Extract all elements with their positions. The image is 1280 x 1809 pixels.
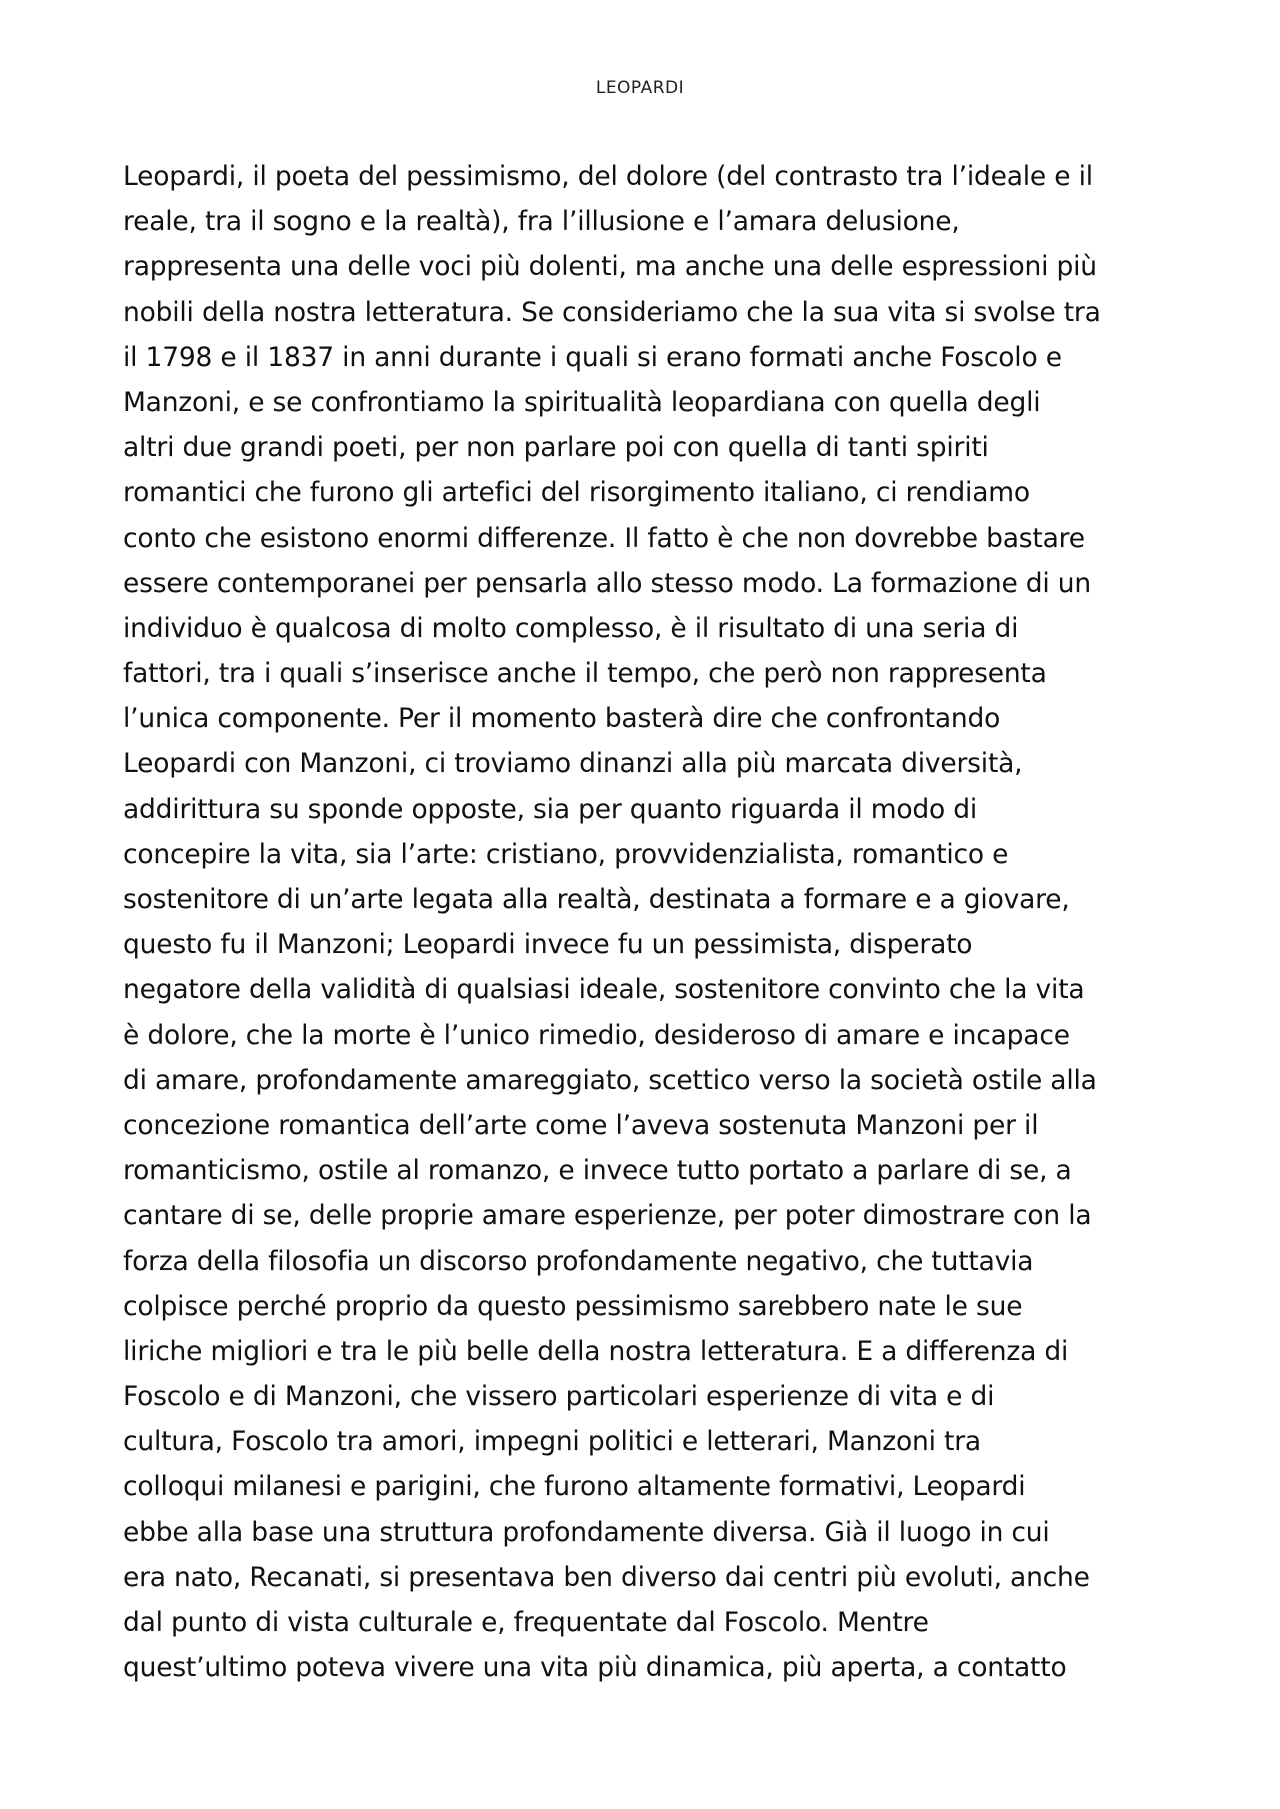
text-line: di amare, profondamente amareggiato, scettico verso la società ostile alla xyxy=(123,1064,1097,1096)
text-line: liriche migliori e tra le più belle della nostra letteratura. E a differenza di xyxy=(123,1335,1069,1367)
text-line: Leopardi con Manzoni, ci troviamo dinanzi alla più marcata diversità, xyxy=(123,748,1023,780)
page-header: LEOPARDI xyxy=(595,78,685,98)
text-line: romanticismo, ostile al romanzo, e invece tutto portato a parlare di se, a xyxy=(123,1155,1072,1187)
text-line: cantare di se, delle proprie amare esperienze, per poter dimostrare con la xyxy=(123,1200,1092,1232)
text-line: l’unica componente. Per il momento basterà dire che confrontando xyxy=(123,703,1001,735)
text-line: ebbe alla base una struttura profondamente diversa. Già il luogo in cui xyxy=(123,1516,1050,1548)
text-line: era nato, Recanati, si presentava ben diverso dai centri più evoluti, anche xyxy=(123,1561,1090,1593)
text-line: colloqui milanesi e parigini, che furono altamente formativi, Leopardi xyxy=(123,1471,1026,1503)
text-line: addirittura su sponde opposte, sia per quanto riguarda il modo di xyxy=(123,793,978,825)
text-line: reale, tra il sogno e la realtà), fra l’illusione e l’amara delusione, xyxy=(123,206,960,238)
text-line: individuo è qualcosa di molto complesso, è il risultato di una seria di xyxy=(123,612,1019,644)
text-line: altri due grandi poeti, per non parlare poi con quella di tanti spiriti xyxy=(123,432,989,464)
text-line: quest’ultimo poteva vivere una vita più dinamica, più aperta, a contatto xyxy=(123,1652,1067,1684)
text-line: questo fu il Manzoni; Leopardi invece fu un pessimista, disperato xyxy=(123,929,973,961)
text-line: romantici che furono gli artefici del risorgimento italiano, ci rendiamo xyxy=(123,477,1030,509)
text-line: Foscolo e di Manzoni, che vissero particolari esperienze di vita e di xyxy=(123,1381,995,1413)
text-line: concepire la vita, sia l’arte: cristiano, provvidenzialista, romantico e xyxy=(123,838,1009,870)
text-line: fattori, tra i quali s’inserisce anche il tempo, che però non rappresenta xyxy=(123,658,1047,690)
body-paragraph xyxy=(123,154,1183,1690)
text-line: concezione romantica dell’arte come l’aveva sostenuta Manzoni per il xyxy=(123,1109,1039,1141)
text-line: nobili della nostra letteratura. Se consideriamo che la sua vita si svolse tra xyxy=(123,296,1101,328)
text-line: conto che esistono enormi differenze. Il fatto è che non dovrebbe bastare xyxy=(123,522,1085,554)
text-line: forza della filosofia un discorso profondamente negativo, che tuttavia xyxy=(123,1245,1034,1277)
text-line: negatore della validità di qualsiasi ideale, sostenitore convinto che la vita xyxy=(123,974,1085,1006)
text-line: Leopardi, il poeta del pessimismo, del dolore (del contrasto tra l’ideale e il xyxy=(123,161,1093,192)
text-line: è dolore, che la morte è l’unico rimedio, desideroso di amare e incapace xyxy=(123,1019,1070,1051)
text-line: sostenitore di un’arte legata alla realtà, destinata a formare e a giovare, xyxy=(123,884,1070,915)
text-line: colpisce perché proprio da questo pessimismo sarebbero nate le sue xyxy=(123,1290,1023,1322)
text-line: il 1798 e il 1837 in anni durante i quali si erano formati anche Foscolo e xyxy=(123,341,1062,373)
text-line: cultura, Foscolo tra amori, impegni politici e letterari, Manzoni tra xyxy=(123,1426,981,1458)
text-line: rappresenta una delle voci più dolenti, ma anche una delle espressioni più xyxy=(123,251,1097,283)
text-line: dal punto di vista culturale e, frequentate dal Foscolo. Mentre xyxy=(123,1607,929,1638)
text-line: Manzoni, e se confrontiamo la spiritualità leopardiana con quella degli xyxy=(123,386,1041,418)
text-line: essere contemporanei per pensarla allo stesso modo. La formazione di un xyxy=(123,567,1091,599)
